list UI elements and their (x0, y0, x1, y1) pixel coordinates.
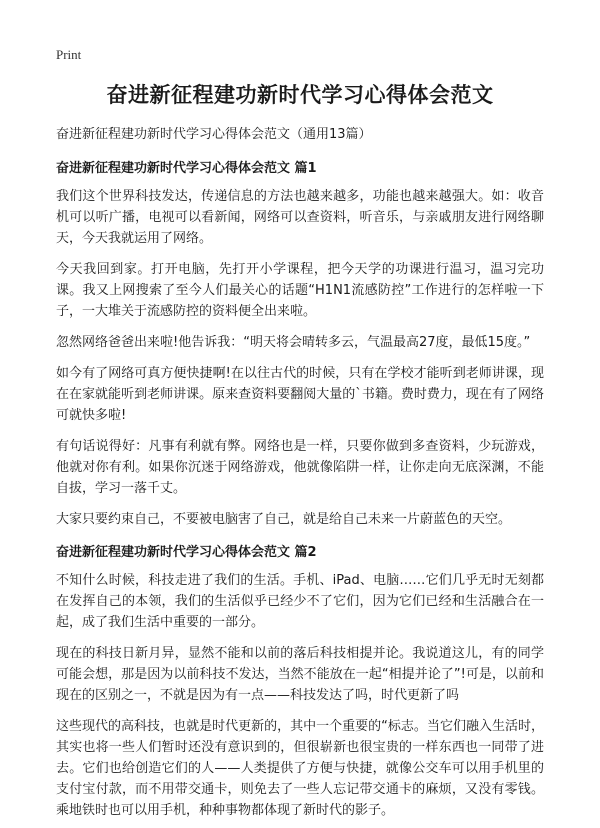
paragraph: 现在的科技日新月异，显然不能和以前的落后科技相提并论。我说道这儿，有的同学可能会想，那是因为以前科技不发达，当然不能放在一起“相提并论了”!可是，以前和现在的区别之一，不就是因为有一点——科技发达了吗，时代更新了吗 (56, 646, 544, 703)
document-title: 奋进新征程建功新时代学习心得体会范文 (106, 83, 494, 107)
paragraph: 如今有了网络可真方便快捷啊!在以往古代的时候，只有在学校才能听到老师讲课，现在在家就能听到老师讲课。原来查资料要翻阅大量的`书籍。费时费力，现在有了网络可就快多啦! (56, 366, 544, 423)
paragraph: 今天我回到家。打开电脑，先打开小学课程，把今天学的功课进行温习，温习完功课。我又上网搜索了至今人们最关心的话题“H1N1流感防控”工作进行的怎样啦一下子，一大堆关于流感防控的资料便全出来啦。 (56, 262, 544, 319)
print-label: Print (56, 47, 82, 62)
section-heading: 奋进新征程建功新时代学习心得体会范文 篇2 (56, 545, 317, 560)
paragraph: 忽然网络爸爸出来啦!他告诉我：“明天将会晴转多云，气温最高27度，最低15度。” (56, 335, 531, 350)
paragraph: 我们这个世界科技发达，传递信息的方法也越来越多，功能也越来越强大。如：收音机可以听广播，电视可以看新闻，网络可以查资料，听音乐，与亲戚朋友进行网络聊天，今天我就运用了网络。 (56, 189, 544, 246)
paragraph: 这些现代的高科技，也就是时代更新的，其中一个重要的“标志。当它们融入生活时，其实也将一些人们暂时还没有意识到的，但很崭新也很宝贵的一样东西也一同带了进去。它们也给创造它们的人——人类提供了方便与快捷，就像公交车可以用手机里的支付宝付款，而不用带交通卡，则免去了一些人忘记带交通卡的麻烦，又没有零钱。乘地铁时也可以用手机，种种事物都体现了新时代的影子。 (56, 719, 544, 818)
paragraph: 不知什么时候，科技走进了我们的生活。手机、iPad、电脑……它们几乎无时无刻都在发挥自己的本领，我们的生活似乎已经少不了它们，因为它们已经和生活融合在一起，成了我们生活中重要的一部分。 (56, 573, 544, 630)
paragraph: 大家只要约束自己，不要被电脑害了自己，就是给自己未来一片蔚蓝色的天空。 (56, 512, 512, 527)
document-subtitle: 奋进新征程建功新时代学习心得体会范文（通用13篇） (56, 127, 372, 142)
paragraph: 有句话说得好：凡事有利就有弊。网络也是一样，只要你做到多查资料，少玩游戏，他就对你有利。如果你沉迷于网络游戏，他就像陷阱一样，让你走向无底深渊，不能自拔，学习一落千丈。 (56, 439, 544, 496)
section-heading: 奋进新征程建功新时代学习心得体会范文 篇1 (56, 161, 317, 176)
